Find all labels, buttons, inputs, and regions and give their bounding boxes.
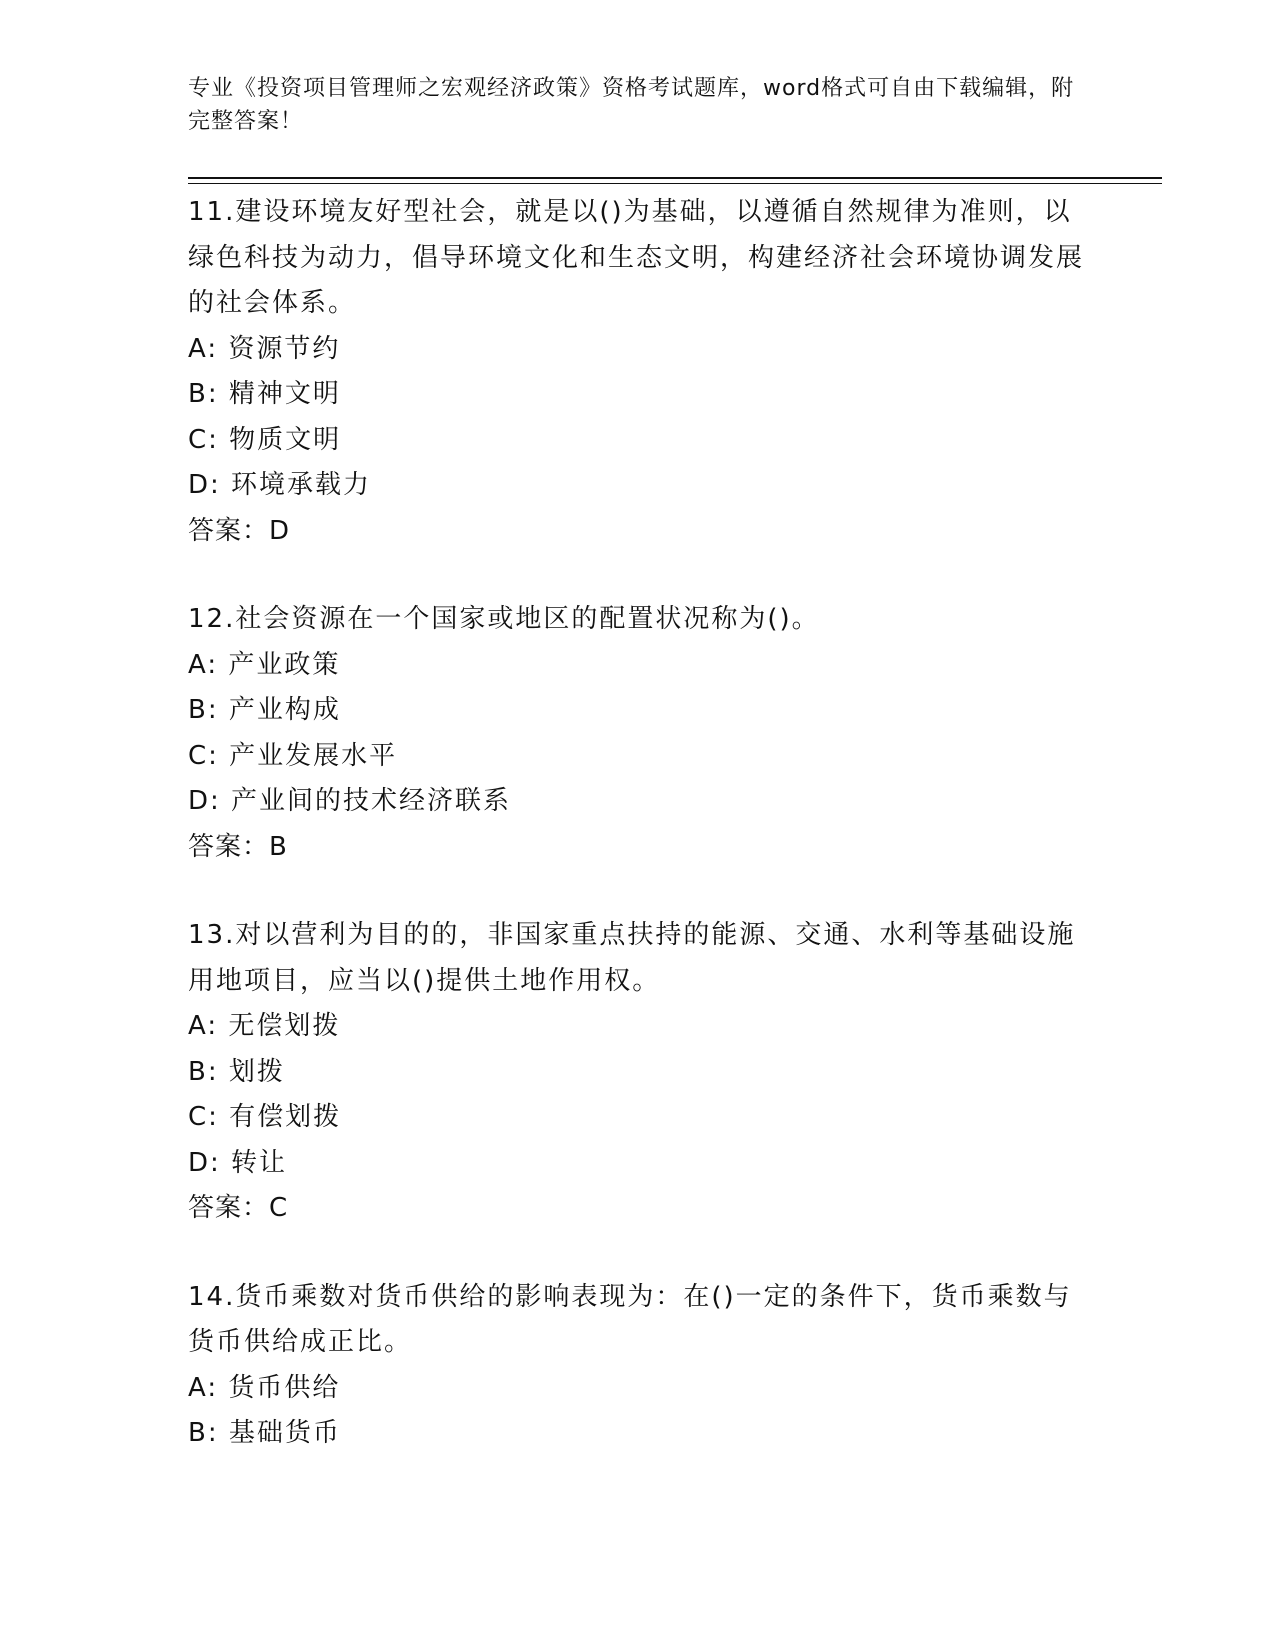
document-header: 专业《投资项目管理师之宏观经济政策》资格考试题库，word格式可自由下载编辑，附完整答案！ — [188, 76, 1075, 134]
option-c: C: 产业发展水平 — [188, 740, 398, 771]
option-b: B: 精神文明 — [188, 379, 341, 409]
question-text: 13.对以营利为目的的，非国家重点扶持的能源、交通、水利等基础设施用地项目，应当以()提供土地作用权。 — [188, 920, 1076, 996]
question-item — [188, 913, 1088, 1232]
option-a: A: 货币供给 — [188, 1372, 341, 1403]
option-b: B: 基础货币 — [188, 1418, 341, 1448]
option-b: B: 划拨 — [188, 1056, 285, 1087]
question-item — [188, 1275, 1088, 1457]
question-text: 11.建设环境友好型社会，就是以()为基础，以遵循自然规律为准则，以绿色科技为动力，倡导环境文化和生态文明，构建经济社会环境协调发展的社会体系。 — [188, 197, 1085, 318]
answer: 答案：B — [188, 831, 288, 862]
answer: 答案：C — [188, 1193, 289, 1223]
option-d: D: 产业间的技术经济联系 — [188, 786, 512, 816]
question-item — [188, 597, 1088, 870]
option-d: D: 转让 — [188, 1147, 288, 1178]
option-c: C: 物质文明 — [188, 424, 342, 455]
option-a: A: 资源节约 — [188, 333, 341, 364]
question-list — [188, 190, 1088, 1457]
question-item — [188, 190, 1088, 554]
question-text: 14.货币乘数对货币供给的影响表现为：在()一定的条件下，货币乘数与货币供给成正比。 — [188, 1281, 1072, 1357]
header-divider-thick — [188, 177, 1162, 179]
option-d: D: 环境承载力 — [188, 470, 372, 500]
option-a: A: 无偿划拨 — [188, 1011, 341, 1041]
option-b: B: 产业构成 — [188, 695, 341, 725]
option-a: A: 产业政策 — [188, 649, 341, 680]
option-c: C: 有偿划拨 — [188, 1102, 342, 1132]
answer: 答案：D — [188, 515, 291, 546]
header-divider-thin — [188, 183, 1162, 184]
question-text: 12.社会资源在一个国家或地区的配置状况称为()。 — [188, 604, 820, 634]
